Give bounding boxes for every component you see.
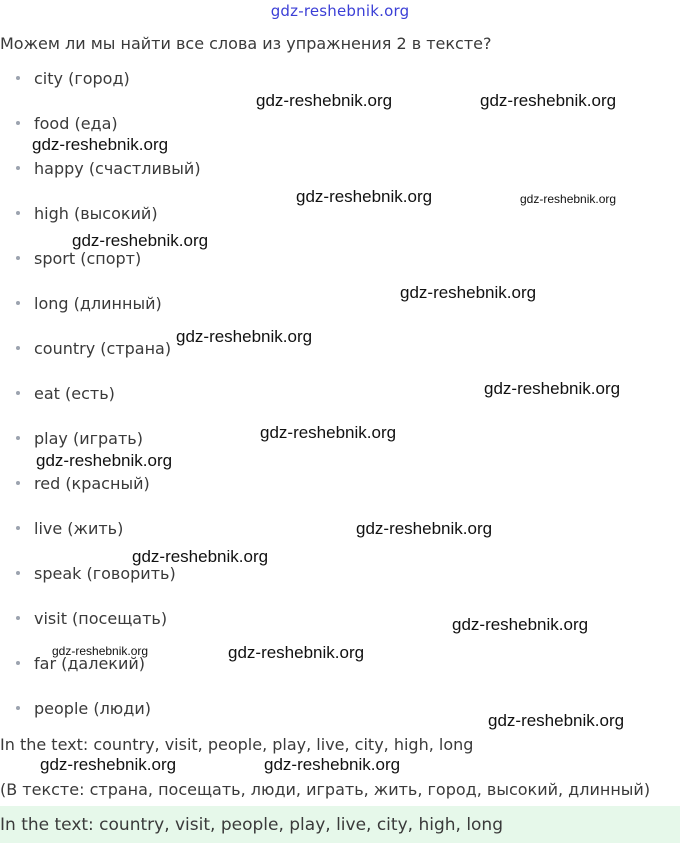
word-text: city (город)	[34, 69, 130, 88]
watermark: gdz-reshebnik.org	[452, 615, 589, 634]
watermark: gdz-reshebnik.org	[36, 451, 173, 470]
list-item	[16, 609, 167, 628]
question-text: Можем ли мы найти все слова из упражнения 2 в тексте?	[0, 34, 492, 53]
bullet-icon	[16, 571, 20, 575]
bullet-icon	[16, 346, 20, 350]
watermark: gdz-reshebnik.org	[176, 327, 313, 346]
word-text: long (длинный)	[34, 294, 162, 313]
answer-highlight-text: In the text: country, visit, people, play, live, city, high, long	[0, 815, 504, 835]
word-text: sport (спорт)	[34, 249, 142, 268]
watermark: gdz-reshebnik.org	[228, 643, 365, 662]
word-text: visit (посещать)	[34, 609, 168, 628]
word-text: play (играть)	[34, 429, 143, 448]
word-text: eat (есть)	[34, 384, 115, 403]
watermark: gdz-reshebnik.org	[296, 187, 433, 206]
watermark: gdz-reshebnik.org	[484, 379, 621, 398]
bullet-icon	[16, 616, 20, 620]
word-text: live (жить)	[34, 519, 124, 538]
list-item	[16, 429, 143, 448]
watermark: gdz-reshebnik.org	[400, 283, 537, 302]
bullet-icon	[16, 391, 20, 395]
bullet-icon	[16, 526, 20, 530]
bullet-icon	[16, 301, 20, 305]
watermark: gdz-reshebnik.org	[264, 755, 401, 774]
list-item	[16, 204, 158, 223]
watermark: gdz-reshebnik.org	[32, 135, 169, 154]
list-item	[16, 384, 115, 403]
word-text: people (люди)	[34, 699, 151, 718]
word-text: food (еда)	[34, 114, 118, 133]
word-text: happy (счастливый)	[34, 159, 201, 178]
answer-english: In the text: country, visit, people, play, live, city, high, long	[0, 735, 474, 754]
word-text: country (страна)	[34, 339, 172, 358]
watermark: gdz-reshebnik.org	[260, 423, 397, 442]
list-item	[16, 474, 150, 493]
watermark: gdz-reshebnik.org	[256, 91, 393, 110]
bullet-icon	[16, 661, 20, 665]
list-item	[16, 519, 123, 538]
list-item	[16, 159, 201, 178]
bullet-icon	[16, 76, 20, 80]
list-item	[16, 249, 141, 268]
watermark: gdz-reshebnik.org	[40, 755, 177, 774]
word-text: far (далекий)	[34, 654, 145, 673]
watermark: gdz-reshebnik.org	[52, 644, 149, 658]
bullet-icon	[16, 706, 20, 710]
watermark: gdz-reshebnik.org	[488, 711, 625, 730]
word-text: red (красный)	[34, 474, 150, 493]
list-item	[16, 699, 151, 718]
watermark: gdz-reshebnik.org	[356, 519, 493, 538]
bullet-icon	[16, 211, 20, 215]
answer-highlight-box	[0, 806, 680, 843]
watermark: gdz-reshebnik.org	[480, 91, 617, 110]
watermark: gdz-reshebnik.org	[72, 231, 209, 250]
list-item	[16, 69, 130, 88]
bullet-icon	[16, 256, 20, 260]
list-item	[16, 339, 171, 358]
bullet-icon	[16, 481, 20, 485]
bullet-icon	[16, 166, 20, 170]
bullet-icon	[16, 121, 20, 125]
word-text: high (высокий)	[34, 204, 158, 223]
watermark: gdz-reshebnik.org	[520, 192, 617, 206]
bullet-icon	[16, 436, 20, 440]
list-item	[16, 114, 118, 133]
list-item	[16, 294, 162, 313]
word-text: speak (говорить)	[34, 564, 176, 583]
header-watermark: gdz-reshebnik.org	[270, 2, 410, 20]
answer-russian: (В тексте: страна, посещать, люди, играть, жить, город, высокий, длинный)	[0, 780, 651, 799]
watermark: gdz-reshebnik.org	[132, 547, 269, 566]
